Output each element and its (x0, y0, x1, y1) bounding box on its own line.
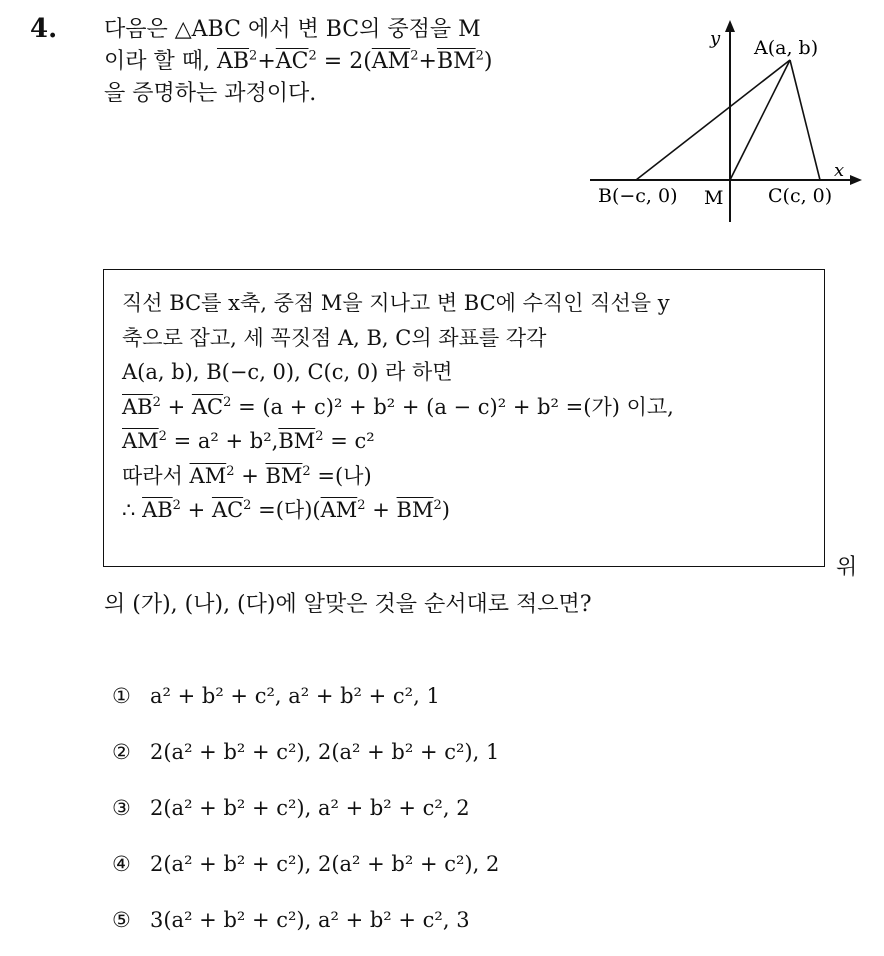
square-exponent: 2 (308, 48, 317, 64)
square-exponent: 2 (152, 394, 161, 410)
stem-line-2: 이라 할 때, $\overline{AB}^2+\overline{AC}^2 = 2(\overline{AM}^2+\overline{BM}^2)$ (104, 48, 493, 74)
y-axis-label: y (710, 28, 721, 49)
choice-3[interactable] (112, 788, 499, 844)
proof-line-7-mid: =(다)( (258, 498, 321, 522)
proof-line-5-part-b: = c² (330, 429, 375, 453)
proof-line-1: 직선 BC를 x축, 중점 M을 지나고 변 BC에 수직인 직선을 y (122, 291, 670, 315)
segment-ab: $\overline{AB}$ (216, 49, 250, 74)
median-am (730, 60, 790, 180)
choice-text: 2(a² + b² + c²), a² + b² + c², 2 (150, 796, 470, 820)
choice-number: ① (112, 684, 131, 708)
choice-text: 2(a² + b² + c²), 2(a² + b² + c²), 2 (150, 852, 500, 876)
plus-sign: + (418, 49, 437, 74)
continuation-wi: 위 (836, 555, 858, 580)
segment-ab: $\overline{AB}$ (142, 498, 173, 522)
choice-text: 2(a² + b² + c²), 2(a² + b² + c²), 1 (150, 740, 500, 764)
segment-am: $\overline{AM}$ (320, 498, 358, 522)
vertex-b-label: B(−c, 0) (598, 185, 678, 207)
choice-4[interactable] (112, 844, 499, 900)
square-exponent: 2 (475, 48, 484, 64)
square-exponent: 2 (158, 429, 167, 444)
square-exponent: 2 (433, 498, 442, 513)
stem-line-2-prefix: 이라 할 때, (104, 49, 217, 74)
segment-bm: $\overline{BM}$ (396, 498, 434, 522)
square-exponent: 2 (226, 463, 235, 479)
square-exponent: 2 (315, 429, 324, 444)
segment-am: $\overline{AM}$ (189, 463, 227, 488)
choice-text: a² + b² + c², a² + b² + c², 1 (150, 684, 440, 708)
midpoint-m-label: M (704, 187, 724, 209)
choice-2[interactable] (112, 732, 499, 788)
side-ab (636, 60, 790, 180)
square-exponent: 2 (302, 463, 311, 479)
square-exponent: 2 (243, 498, 252, 513)
stem-line-3: 을 증명하는 과정이다. (104, 81, 317, 106)
proof-line-6 (122, 459, 806, 494)
square-exponent: 2 (223, 394, 232, 410)
square-exponent: 2 (172, 498, 181, 513)
question-tail: 의 (가), (나), (다)에 알맞은 것을 순서대로 적으면? (104, 592, 592, 617)
choice-number: ③ (112, 796, 131, 820)
square-exponent: 2 (357, 498, 366, 513)
vertex-c-label: C(c, 0) (768, 185, 833, 207)
segment-am: $\overline{AM}$ (122, 429, 159, 453)
question-number: 4. (30, 14, 58, 44)
proof-line-6-suffix: =(나) (317, 463, 372, 488)
proof-box (103, 269, 825, 567)
stem-equation: = 2( (323, 49, 372, 74)
proof-line-6-prefix: 따라서 (122, 463, 183, 488)
vertex-a-label: A(a, b) (754, 37, 819, 59)
proof-line-2: 축으로 잡고, 세 꼭짓점 A, B, C의 좌표를 각각 (122, 325, 547, 350)
triangle-diagram (590, 18, 870, 228)
side-ac (790, 60, 820, 180)
proof-line-3: A(a, b), B(−c, 0), C(c, 0) 라 하면 (122, 360, 453, 384)
proof-line-7-suffix: ) (441, 498, 450, 522)
proof-line-4 (122, 390, 806, 425)
stem-line-1: 다음은 △ABC 에서 변 BC의 중점을 M (104, 17, 481, 42)
plus-sign: + (167, 394, 186, 419)
proof-line-7 (122, 493, 806, 528)
choice-text: 3(a² + b² + c²), a² + b² + c², 3 (150, 908, 470, 932)
proof-line-4-rhs: = (a + c)² + b² + (a − c)² + b² =(가) 이고, (238, 394, 674, 419)
therefore-sign: ∴ (122, 498, 136, 522)
x-axis-arrow-icon (850, 175, 862, 185)
square-exponent: 2 (249, 48, 258, 64)
question-stem (104, 14, 584, 110)
choice-5[interactable] (112, 900, 499, 956)
choice-number: ⑤ (112, 908, 131, 932)
x-axis-label: x (834, 160, 845, 181)
choice-1[interactable] (112, 676, 499, 732)
plus-sign: + (257, 49, 276, 74)
segment-ac: $\overline{AC}$ (211, 498, 244, 522)
plus-sign: + (372, 498, 390, 522)
segment-am: $\overline{AM}$ (371, 49, 411, 74)
segment-ac: $\overline{AC}$ (275, 49, 309, 74)
choice-number: ② (112, 740, 131, 764)
proof-line-5 (122, 424, 806, 459)
segment-bm: $\overline{BM}$ (436, 49, 476, 74)
answer-choices (112, 676, 499, 956)
segment-ab: $\overline{AB}$ (122, 394, 153, 419)
proof-line-5-part-a: = a² + b², (173, 429, 279, 453)
segment-bm: $\overline{BM}$ (265, 463, 303, 488)
square-exponent: 2 (410, 48, 419, 64)
choice-number: ④ (112, 852, 131, 876)
plus-sign: + (241, 463, 259, 488)
segment-ac: $\overline{AC}$ (191, 394, 224, 419)
segment-bm: $\overline{BM}$ (278, 429, 316, 453)
y-axis-arrow-icon (725, 20, 735, 32)
plus-sign: + (187, 498, 206, 522)
